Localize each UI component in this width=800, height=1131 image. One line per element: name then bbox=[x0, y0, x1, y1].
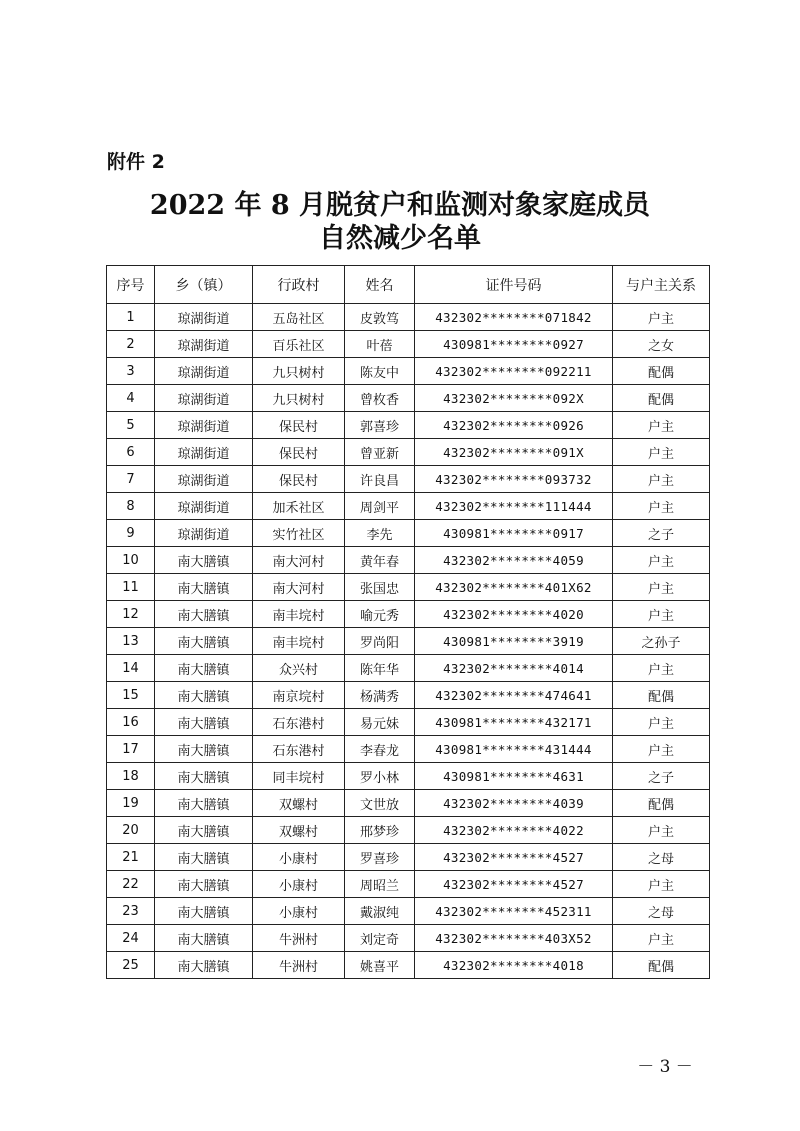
table-row bbox=[107, 493, 710, 520]
cell-index: 19 bbox=[107, 790, 155, 817]
cell-index: 6 bbox=[107, 439, 155, 466]
cell-index: 23 bbox=[107, 898, 155, 925]
header-index: 序号 bbox=[107, 266, 155, 304]
table-row bbox=[107, 358, 710, 385]
cell-index: 18 bbox=[107, 763, 155, 790]
cell-relation: 户主 bbox=[613, 655, 710, 682]
cell-name: 刘定奇 bbox=[345, 925, 415, 952]
table-row bbox=[107, 952, 710, 979]
table-row bbox=[107, 898, 710, 925]
header-relation: 与户主关系 bbox=[613, 266, 710, 304]
cell-name: 叶蓓 bbox=[345, 331, 415, 358]
cell-id-number: 432302********093732 bbox=[415, 466, 613, 493]
cell-relation: 户主 bbox=[613, 817, 710, 844]
cell-relation: 之母 bbox=[613, 844, 710, 871]
cell-id-number: 430981********3919 bbox=[415, 628, 613, 655]
cell-township: 南大膳镇 bbox=[155, 601, 253, 628]
table-row bbox=[107, 736, 710, 763]
table-row bbox=[107, 466, 710, 493]
cell-relation: 之子 bbox=[613, 520, 710, 547]
cell-name: 陈年华 bbox=[345, 655, 415, 682]
cell-index: 13 bbox=[107, 628, 155, 655]
table-row bbox=[107, 790, 710, 817]
cell-index: 15 bbox=[107, 682, 155, 709]
cell-township: 南大膳镇 bbox=[155, 871, 253, 898]
cell-id-number: 430981********4631 bbox=[415, 763, 613, 790]
cell-name: 皮敦笃 bbox=[345, 304, 415, 331]
table-row bbox=[107, 655, 710, 682]
cell-name: 张国忠 bbox=[345, 574, 415, 601]
cell-village: 众兴村 bbox=[253, 655, 345, 682]
cell-name: 杨满秀 bbox=[345, 682, 415, 709]
table-row bbox=[107, 520, 710, 547]
cell-township: 琼湖街道 bbox=[155, 358, 253, 385]
cell-index: 7 bbox=[107, 466, 155, 493]
header-name: 姓名 bbox=[345, 266, 415, 304]
cell-township: 南大膳镇 bbox=[155, 763, 253, 790]
cell-name: 陈友中 bbox=[345, 358, 415, 385]
cell-township: 琼湖街道 bbox=[155, 304, 253, 331]
cell-village: 石东港村 bbox=[253, 709, 345, 736]
table-row bbox=[107, 304, 710, 331]
cell-id-number: 430981********432171 bbox=[415, 709, 613, 736]
cell-id-number: 432302********4014 bbox=[415, 655, 613, 682]
cell-id-number: 432302********401X62 bbox=[415, 574, 613, 601]
cell-township: 琼湖街道 bbox=[155, 385, 253, 412]
table-header-row bbox=[107, 266, 710, 304]
cell-index: 17 bbox=[107, 736, 155, 763]
table-row bbox=[107, 331, 710, 358]
cell-id-number: 432302********403X52 bbox=[415, 925, 613, 952]
cell-relation: 户主 bbox=[613, 925, 710, 952]
cell-index: 20 bbox=[107, 817, 155, 844]
cell-village: 小康村 bbox=[253, 844, 345, 871]
cell-village: 同丰垸村 bbox=[253, 763, 345, 790]
cell-name: 罗喜珍 bbox=[345, 844, 415, 871]
member-table bbox=[106, 265, 710, 979]
cell-village: 九只树村 bbox=[253, 358, 345, 385]
cell-village: 小康村 bbox=[253, 871, 345, 898]
table-row bbox=[107, 601, 710, 628]
cell-index: 10 bbox=[107, 547, 155, 574]
table-row bbox=[107, 439, 710, 466]
cell-index: 14 bbox=[107, 655, 155, 682]
cell-village: 双螺村 bbox=[253, 790, 345, 817]
cell-relation: 配偶 bbox=[613, 682, 710, 709]
cell-village: 南丰垸村 bbox=[253, 601, 345, 628]
cell-name: 曾亚新 bbox=[345, 439, 415, 466]
cell-township: 南大膳镇 bbox=[155, 655, 253, 682]
table-row bbox=[107, 817, 710, 844]
cell-relation: 户主 bbox=[613, 547, 710, 574]
table-row bbox=[107, 871, 710, 898]
cell-id-number: 432302********091X bbox=[415, 439, 613, 466]
cell-name: 喻元秀 bbox=[345, 601, 415, 628]
cell-township: 琼湖街道 bbox=[155, 520, 253, 547]
cell-relation: 户主 bbox=[613, 493, 710, 520]
cell-index: 16 bbox=[107, 709, 155, 736]
cell-name: 曾枚香 bbox=[345, 385, 415, 412]
cell-village: 双螺村 bbox=[253, 817, 345, 844]
cell-township: 南大膳镇 bbox=[155, 925, 253, 952]
cell-village: 南丰垸村 bbox=[253, 628, 345, 655]
table-row bbox=[107, 682, 710, 709]
cell-village: 牛洲村 bbox=[253, 952, 345, 979]
cell-township: 南大膳镇 bbox=[155, 682, 253, 709]
cell-village: 九只树村 bbox=[253, 385, 345, 412]
cell-township: 南大膳镇 bbox=[155, 736, 253, 763]
cell-relation: 户主 bbox=[613, 439, 710, 466]
cell-name: 周剑平 bbox=[345, 493, 415, 520]
cell-id-number: 430981********0927 bbox=[415, 331, 613, 358]
cell-village: 南京垸村 bbox=[253, 682, 345, 709]
cell-id-number: 430981********431444 bbox=[415, 736, 613, 763]
cell-index: 11 bbox=[107, 574, 155, 601]
document-title-line2: 自然减少名单 bbox=[319, 223, 481, 254]
table-row bbox=[107, 385, 710, 412]
cell-id-number: 432302********111444 bbox=[415, 493, 613, 520]
cell-relation: 配偶 bbox=[613, 385, 710, 412]
cell-relation: 户主 bbox=[613, 736, 710, 763]
cell-township: 南大膳镇 bbox=[155, 844, 253, 871]
cell-index: 25 bbox=[107, 952, 155, 979]
cell-relation: 户主 bbox=[613, 412, 710, 439]
table-row bbox=[107, 709, 710, 736]
cell-name: 李先 bbox=[345, 520, 415, 547]
cell-id-number: 432302********092X bbox=[415, 385, 613, 412]
table-row bbox=[107, 547, 710, 574]
cell-township: 南大膳镇 bbox=[155, 898, 253, 925]
cell-name: 姚喜平 bbox=[345, 952, 415, 979]
cell-township: 南大膳镇 bbox=[155, 574, 253, 601]
cell-index: 4 bbox=[107, 385, 155, 412]
cell-id-number: 432302********4020 bbox=[415, 601, 613, 628]
cell-township: 南大膳镇 bbox=[155, 952, 253, 979]
cell-name: 郭喜珍 bbox=[345, 412, 415, 439]
cell-id-number: 432302********071842 bbox=[415, 304, 613, 331]
cell-relation: 户主 bbox=[613, 601, 710, 628]
attachment-label: 附件 2 bbox=[107, 151, 165, 173]
cell-township: 琼湖街道 bbox=[155, 466, 253, 493]
document-title: 2022 年 8 月脱贫户和监测对象家庭成员 bbox=[149, 190, 651, 221]
cell-relation: 户主 bbox=[613, 466, 710, 493]
cell-township: 琼湖街道 bbox=[155, 439, 253, 466]
cell-village: 石东港村 bbox=[253, 736, 345, 763]
page-number: － 3 － bbox=[637, 1057, 693, 1077]
cell-relation: 配偶 bbox=[613, 790, 710, 817]
cell-relation: 户主 bbox=[613, 871, 710, 898]
cell-village: 加禾社区 bbox=[253, 493, 345, 520]
cell-relation: 户主 bbox=[613, 304, 710, 331]
cell-township: 琼湖街道 bbox=[155, 331, 253, 358]
cell-relation: 配偶 bbox=[613, 358, 710, 385]
cell-village: 保民村 bbox=[253, 466, 345, 493]
cell-township: 南大膳镇 bbox=[155, 790, 253, 817]
cell-id-number: 432302********4527 bbox=[415, 844, 613, 871]
cell-township: 南大膳镇 bbox=[155, 628, 253, 655]
cell-village: 百乐社区 bbox=[253, 331, 345, 358]
header-township: 乡（镇） bbox=[155, 266, 253, 304]
cell-name: 李春龙 bbox=[345, 736, 415, 763]
table-row bbox=[107, 763, 710, 790]
cell-index: 5 bbox=[107, 412, 155, 439]
cell-id-number: 432302********452311 bbox=[415, 898, 613, 925]
cell-relation: 之女 bbox=[613, 331, 710, 358]
cell-index: 22 bbox=[107, 871, 155, 898]
cell-township: 南大膳镇 bbox=[155, 547, 253, 574]
cell-name: 周昭兰 bbox=[345, 871, 415, 898]
cell-relation: 之母 bbox=[613, 898, 710, 925]
cell-village: 牛洲村 bbox=[253, 925, 345, 952]
table-row bbox=[107, 925, 710, 952]
cell-township: 琼湖街道 bbox=[155, 493, 253, 520]
cell-name: 戴淑纯 bbox=[345, 898, 415, 925]
table-row bbox=[107, 844, 710, 871]
cell-index: 12 bbox=[107, 601, 155, 628]
cell-relation: 之子 bbox=[613, 763, 710, 790]
cell-name: 文世放 bbox=[345, 790, 415, 817]
cell-village: 南大河村 bbox=[253, 547, 345, 574]
cell-township: 琼湖街道 bbox=[155, 412, 253, 439]
cell-township: 南大膳镇 bbox=[155, 817, 253, 844]
table-body bbox=[107, 304, 710, 979]
cell-index: 3 bbox=[107, 358, 155, 385]
table-row bbox=[107, 412, 710, 439]
cell-index: 2 bbox=[107, 331, 155, 358]
table-row bbox=[107, 628, 710, 655]
cell-relation: 户主 bbox=[613, 709, 710, 736]
cell-village: 实竹社区 bbox=[253, 520, 345, 547]
cell-index: 24 bbox=[107, 925, 155, 952]
cell-relation: 配偶 bbox=[613, 952, 710, 979]
cell-id-number: 432302********092211 bbox=[415, 358, 613, 385]
cell-village: 五岛社区 bbox=[253, 304, 345, 331]
cell-id-number: 432302********4059 bbox=[415, 547, 613, 574]
cell-id-number: 432302********4039 bbox=[415, 790, 613, 817]
cell-index: 9 bbox=[107, 520, 155, 547]
cell-name: 易元妹 bbox=[345, 709, 415, 736]
table-row bbox=[107, 574, 710, 601]
header-id-number: 证件号码 bbox=[415, 266, 613, 304]
cell-name: 罗尚阳 bbox=[345, 628, 415, 655]
cell-relation: 户主 bbox=[613, 574, 710, 601]
cell-township: 南大膳镇 bbox=[155, 709, 253, 736]
header-village: 行政村 bbox=[253, 266, 345, 304]
cell-village: 南大河村 bbox=[253, 574, 345, 601]
cell-village: 保民村 bbox=[253, 412, 345, 439]
cell-id-number: 432302********4018 bbox=[415, 952, 613, 979]
cell-name: 许良昌 bbox=[345, 466, 415, 493]
cell-village: 保民村 bbox=[253, 439, 345, 466]
cell-id-number: 432302********4527 bbox=[415, 871, 613, 898]
cell-village: 小康村 bbox=[253, 898, 345, 925]
cell-id-number: 430981********0917 bbox=[415, 520, 613, 547]
cell-relation: 之孙子 bbox=[613, 628, 710, 655]
cell-index: 21 bbox=[107, 844, 155, 871]
cell-index: 8 bbox=[107, 493, 155, 520]
cell-id-number: 432302********474641 bbox=[415, 682, 613, 709]
cell-id-number: 432302********4022 bbox=[415, 817, 613, 844]
cell-name: 罗小林 bbox=[345, 763, 415, 790]
cell-id-number: 432302********0926 bbox=[415, 412, 613, 439]
cell-name: 邢梦珍 bbox=[345, 817, 415, 844]
cell-index: 1 bbox=[107, 304, 155, 331]
cell-name: 黄年春 bbox=[345, 547, 415, 574]
